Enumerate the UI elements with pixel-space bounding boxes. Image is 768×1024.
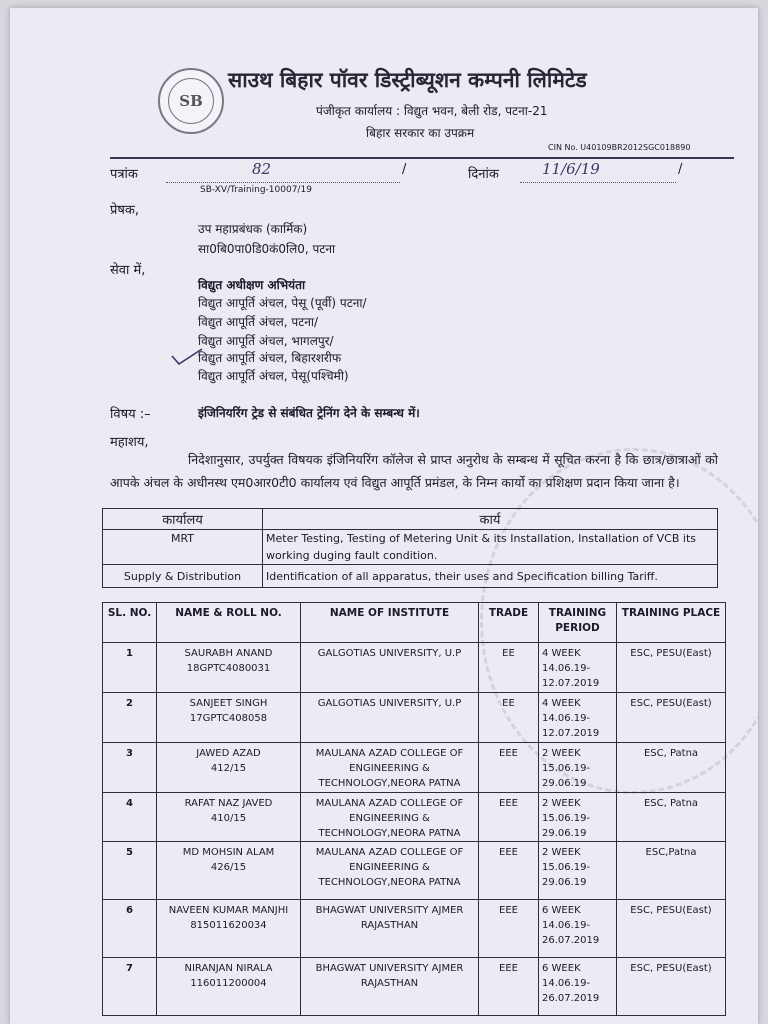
work-table-header <box>103 509 718 530</box>
table-cell <box>617 643 726 693</box>
table-cell <box>539 900 617 958</box>
student-name: JAWED AZAD <box>196 748 261 759</box>
table-cell <box>479 900 539 958</box>
roll-number: 116011200004 <box>190 978 267 989</box>
training-duration: 4 WEEK <box>542 648 581 659</box>
roll-number: 412/15 <box>210 763 247 774</box>
table-row <box>103 530 718 565</box>
trade: EE <box>502 698 515 709</box>
training-place: ESC, PESU(East) <box>630 963 712 974</box>
table-cell <box>301 900 479 958</box>
table-cell <box>157 900 301 958</box>
patrank-slash: / <box>402 162 407 177</box>
trade: EE <box>502 648 515 659</box>
training-duration: 6 WEEK <box>542 905 581 916</box>
table-cell <box>539 743 617 793</box>
table-cell <box>539 793 617 842</box>
roll-number: 815011620034 <box>190 920 267 931</box>
sender-designation: उप महाप्रबंधक (कार्मिक) <box>198 222 308 236</box>
work-office: Supply & Distribution <box>103 565 263 588</box>
table-cell <box>479 842 539 900</box>
student-table <box>102 602 726 1016</box>
table-cell <box>103 900 157 958</box>
patrank-label: पत्रांक <box>110 167 138 182</box>
header-period: TRAINING PERIOD <box>539 603 617 643</box>
header-trade: TRADE <box>479 603 539 643</box>
sl-number: 3 <box>126 748 133 759</box>
company-name: साउथ बिहार पॉवर डिस्ट्रीब्यूशन कम्पनी लिमिटेड <box>228 68 587 92</box>
salutation: महाशय, <box>110 435 149 450</box>
training-duration: 4 WEEK <box>542 698 581 709</box>
student-table-header <box>103 603 726 643</box>
table-cell <box>103 743 157 793</box>
table-cell <box>479 793 539 842</box>
table-cell <box>301 693 479 743</box>
table-row <box>103 643 726 693</box>
table-cell <box>539 693 617 743</box>
table-cell <box>157 793 301 842</box>
table-row <box>103 693 726 743</box>
institute-name: BHAGWAT UNIVERSITY AJMER RAJASTHAN <box>315 963 464 989</box>
table-cell <box>617 900 726 958</box>
table-cell <box>103 693 157 743</box>
recipient-line-5: विद्युत आपूर्ति अंचल, पेसू(पश्चिमी) <box>198 369 349 383</box>
table-cell <box>301 743 479 793</box>
student-name: NIRANJAN NIRALA <box>184 963 273 974</box>
trade: EEE <box>499 798 518 809</box>
table-cell <box>157 693 301 743</box>
body-paragraph: निदेशानुसार, उपर्युक्त विषयक इंजिनियरिंग कॉलेज से प्राप्त अनुरोध के सम्बन्ध में सूचित करना है कि छात्र/छात्राओं को आपके अंचल के अधीनस्थ एम0आर0टी0 कार्यालय एवं विद्युत आपूर्ति प्रमंडल, के निम्न कार्यो का प्रशिक्षण प्रदान किया जाना है। <box>110 452 718 490</box>
student-name: SANJEET SINGH <box>189 698 268 709</box>
work-task: Identification of all apparatus, their uses and Specification billing Tariff. <box>263 565 718 588</box>
work-table <box>102 508 718 588</box>
roll-number: 17GPTC408058 <box>189 713 268 724</box>
institute-name: MAULANA AZAD COLLEGE OF ENGINEERING & TECHNOLOGY,NEORA PATNA <box>315 798 464 839</box>
recipient-line-3: विद्युत आपूर्ति अंचल, भागलपुर/ <box>198 334 334 348</box>
sl-number: 7 <box>126 963 133 974</box>
institute-name: MAULANA AZAD COLLEGE OF ENGINEERING & TECHNOLOGY,NEORA PATNA <box>315 748 464 789</box>
institute-name: GALGOTIAS UNIVERSITY, U.P <box>317 648 462 659</box>
training-dates: 14.06.19-26.07.2019 <box>542 978 600 1004</box>
recipient-label: सेवा में, <box>110 263 146 278</box>
table-row <box>103 842 726 900</box>
dinank-label: दिनांक <box>468 167 499 182</box>
training-dates: 14.06.19-12.07.2019 <box>542 713 600 739</box>
training-duration: 6 WEEK <box>542 963 581 974</box>
trade: EEE <box>499 963 518 974</box>
sender-org: सा0बि0पा0डि0कं0लि0, पटना <box>198 242 336 256</box>
student-name: SAURABH ANAND <box>184 648 273 659</box>
trade: EEE <box>499 748 518 759</box>
training-duration: 2 WEEK <box>542 798 581 809</box>
table-cell <box>157 643 301 693</box>
company-logo <box>158 68 224 134</box>
table-cell <box>617 793 726 842</box>
header-name-roll: NAME & ROLL NO. <box>157 603 301 643</box>
table-cell <box>479 958 539 1016</box>
institute-name: BHAGWAT UNIVERSITY AJMER RAJASTHAN <box>315 905 464 931</box>
table-cell <box>301 643 479 693</box>
training-dates: 14.06.19-12.07.2019 <box>542 663 600 689</box>
table-cell <box>539 643 617 693</box>
table-cell <box>617 842 726 900</box>
table-row <box>103 900 726 958</box>
table-cell <box>301 793 479 842</box>
table-row <box>103 793 726 842</box>
training-place: ESC, PESU(East) <box>630 698 712 709</box>
table-row <box>103 958 726 1016</box>
recipient-line-2: विद्युत आपूर्ति अंचल, पटना/ <box>198 315 319 329</box>
training-place: ESC, Patna <box>643 748 699 759</box>
table-cell <box>617 743 726 793</box>
registered-office: पंजीकृत कार्यालय : विद्युत भवन, बेली रोड, पटना-21 <box>316 104 548 118</box>
student-name: MD MOHSIN ALAM <box>182 847 275 858</box>
table-cell <box>479 743 539 793</box>
trade: EEE <box>499 847 518 858</box>
table-cell <box>157 743 301 793</box>
roll-number: 426/15 <box>210 862 247 873</box>
sl-number: 4 <box>126 798 133 809</box>
table-cell <box>539 958 617 1016</box>
roll-number: 410/15 <box>210 813 247 824</box>
patrank-underline <box>166 182 400 183</box>
work-header-task: कार्य <box>263 509 718 530</box>
table-cell <box>103 793 157 842</box>
training-dates: 14.06.19-26.07.2019 <box>542 920 600 946</box>
table-cell <box>157 842 301 900</box>
training-duration: 2 WEEK <box>542 847 581 858</box>
student-name: NAVEEN KUMAR MANJHI <box>168 905 289 916</box>
sl-number: 5 <box>126 847 133 858</box>
header-sl-no: SL. NO. <box>103 603 157 643</box>
training-place: ESC, Patna <box>643 798 699 809</box>
table-cell <box>103 842 157 900</box>
logo-text: SB <box>168 78 214 124</box>
sl-number: 2 <box>126 698 133 709</box>
recipient-line-1: विद्युत आपूर्ति अंचल, पेसू (पूर्वी) पटना/ <box>198 296 367 310</box>
govt-undertaking: बिहार सरकार का उपक्रम <box>366 126 475 140</box>
training-dates: 15.06.19-29.06.19 <box>542 763 591 789</box>
sl-number: 1 <box>126 648 133 659</box>
table-cell <box>617 693 726 743</box>
header-place: TRAINING PLACE <box>617 603 726 643</box>
patrank-value: 82 <box>252 160 272 178</box>
table-row <box>103 565 718 588</box>
check-mark-icon <box>170 346 204 368</box>
table-cell <box>617 958 726 1016</box>
sl-number: 6 <box>126 905 133 916</box>
recipient-line-4: विद्युत आपूर्ति अंचल, बिहारशरीफ <box>198 351 342 365</box>
student-rows <box>103 643 726 1016</box>
dinank-value: 11/6/19 <box>542 160 600 178</box>
training-place: ESC,Patna <box>645 847 697 858</box>
cin-number: CIN No. U40109BR2012SGC018890 <box>548 143 691 152</box>
training-place: ESC, PESU(East) <box>630 648 712 659</box>
table-cell <box>479 693 539 743</box>
table-cell <box>301 842 479 900</box>
table-cell <box>301 958 479 1016</box>
dinank-slash: / <box>678 162 683 177</box>
subject-text: इंजिनियरिंग ट्रेड से संबंधित ट्रेनिंग देने के सम्बन्ध में। <box>198 406 420 420</box>
table-cell <box>103 643 157 693</box>
letter-page <box>10 8 758 1024</box>
table-cell <box>479 643 539 693</box>
institute-name: GALGOTIAS UNIVERSITY, U.P <box>317 698 462 709</box>
student-name: RAFAT NAZ JAVED <box>184 798 273 809</box>
table-cell <box>103 958 157 1016</box>
work-header-office: कार्यालय <box>103 509 263 530</box>
roll-number: 18GPTC4080031 <box>186 663 271 674</box>
training-duration: 2 WEEK <box>542 748 581 759</box>
file-number: SB-XV/Training-10007/19 <box>200 185 312 195</box>
dinank-underline <box>520 182 676 183</box>
subject-label: विषय :– <box>110 407 151 422</box>
table-cell <box>157 958 301 1016</box>
header-rule <box>110 157 734 159</box>
header-institute: NAME OF INSTITUTE <box>301 603 479 643</box>
institute-name: MAULANA AZAD COLLEGE OF ENGINEERING & TECHNOLOGY,NEORA PATNA <box>315 847 464 888</box>
recipient-title: विद्युत अधीक्षण अभियंता <box>198 278 306 292</box>
trade: EEE <box>499 905 518 916</box>
table-cell <box>539 842 617 900</box>
training-dates: 15.06.19-29.06.19 <box>542 813 591 839</box>
training-place: ESC, PESU(East) <box>630 905 712 916</box>
table-row <box>103 743 726 793</box>
sender-label: प्रेषक, <box>110 203 140 218</box>
work-task: Meter Testing, Testing of Metering Unit & its Installation, Installation of VCB its working duging fault condition. <box>263 530 718 565</box>
training-dates: 15.06.19-29.06.19 <box>542 862 591 888</box>
work-office: MRT <box>103 530 263 565</box>
